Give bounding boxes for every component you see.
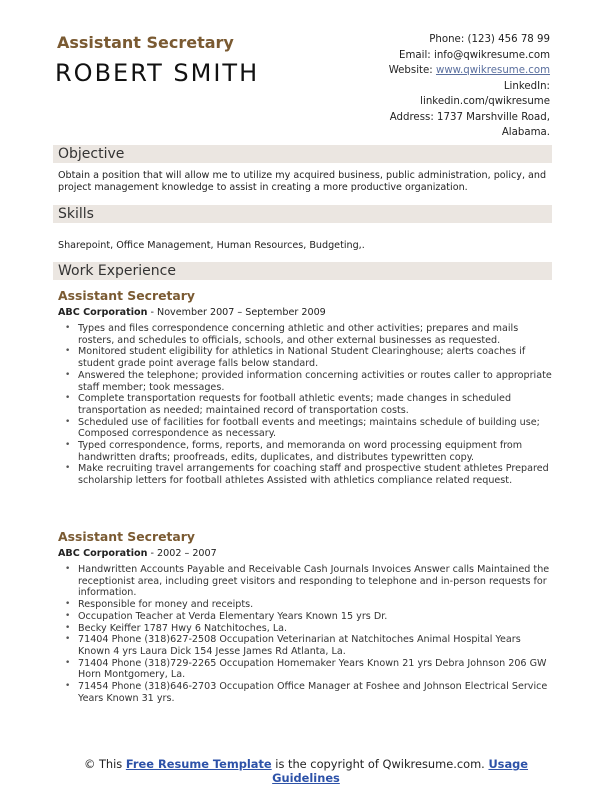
website-line [330,63,550,79]
list-item-text: Occupation Teacher at Verda Elementary Years Known 15 yrs Dr. [78,610,388,622]
website-label: Website: [388,65,433,76]
list-item [65,440,552,463]
list-item-text: 71454 Phone (318)646-2703 Occupation Office Manager at Foshee and Johnson Electrical Service Years Known 31 yrs. [78,681,548,704]
skills-section-bar [53,205,552,223]
list-item [65,681,552,704]
objective-text: Obtain a position that will allow me to utilize my acquired business, public administration, policy, and project management knowledge to assist in creating a more productive organization. [58,170,547,193]
bullet-icon: • [65,634,71,645]
footer-prefix: © This [83,757,126,771]
bullet-icon: • [65,369,71,380]
address-line-2: Alabama. [501,127,550,138]
person-name: ROBERT SMITH [55,59,260,87]
job-1-dates: - November 2007 – September 2009 [147,307,326,318]
address-label: Address: [389,111,434,123]
free-resume-template-link[interactable]: Free Resume Template [125,757,272,771]
list-item [65,463,552,486]
list-item-text: Typed correspondence, forms, reports, and memoranda on word processing equipment from handwritten drafts; proofreads, edits, duplicates, and distributes typewritten copy. [78,440,523,463]
list-item-text: Complete transportation requests for football athletic events; made changes in scheduled transportation as needed; maintained record of transportation costs. [78,393,512,416]
bullet-icon: • [65,599,71,610]
list-item-text: Responsible for money and receipts. [78,599,254,611]
usage-link[interactable]: Usage [488,757,529,771]
bullet-icon: • [65,416,71,427]
email-line [330,48,550,64]
job-1-company: ABC Corporation [58,307,148,318]
bullet-icon: • [65,681,71,692]
bullet-icon: • [65,346,71,357]
objective-heading: Objective [58,146,125,162]
list-item-text: Make recruiting travel arrangements for coaching staff and prospective student athletes Prepared scholarship letters for football athletes Assisted with athletics compliance related request. [78,463,549,487]
bullet-icon: • [65,393,71,404]
bullet-icon: • [65,610,71,621]
list-item [65,393,552,416]
list-item [65,323,552,346]
address-value: 1737 Marshville Road, [437,111,550,123]
job-2-bullets [65,564,552,704]
job-2-company-line [58,548,217,559]
bullet-icon: • [65,440,71,451]
linkedin-label: LinkedIn: [503,80,550,92]
list-item-text: 71404 Phone (318)729-2265 Occupation Homemaker Years Known 21 yrs Debra Johnson 206 GW Horn Montgomery, La. [78,657,547,681]
skills-heading: Skills [58,206,94,222]
phone-value: (123) 456 78 99 [467,34,550,45]
phone-label: Phone: [429,34,465,45]
work-heading: Work Experience [58,263,176,279]
resume-header [0,0,612,138]
job-2-role: Assistant Secretary [58,529,195,544]
list-item [65,658,552,681]
list-item-text: Scheduled use of facilities for football events and meetings; maintains schedule of building use; Composed correspondence as necessary. [78,416,540,440]
list-item [65,611,552,623]
footer-middle: is the copyright of Qwikresume.com. [271,757,489,771]
list-item-text: Answered the telephone; provided information concerning activities or routes caller to appropriate staff member; took messages. [78,369,552,393]
email-label: Email: [399,49,431,61]
linkedin-value[interactable]: linkedin.com/qwikresume [420,96,550,107]
bullet-icon: • [65,622,71,633]
work-section-bar [53,262,552,280]
email-value[interactable]: info@qwikresume.com [433,49,550,61]
objective-section-bar [53,145,552,163]
address-line-1 [330,110,550,126]
skills-text: Sharepoint, Office Management, Human Resources, Budgeting,. [58,240,365,251]
phone-line [330,32,550,48]
job-1-bullets [65,323,552,487]
guidelines-link[interactable]: Guidelines [272,771,340,785]
bullet-icon: • [65,657,71,668]
job-2-company: ABC Corporation [58,548,148,559]
list-item-text: Handwritten Accounts Payable and Receivable Cash Journals Invoices Answer calls Maintained the receptionist area, including greet visitors and responding to telephone and in-person requests for information. [78,564,550,599]
list-item-text: Becky Keiffer 1787 Hwy 6 Natchitoches, La. [78,622,288,634]
bullet-icon: • [65,463,71,474]
list-item [65,417,552,440]
list-item-text: Monitored student eligibility for athletics in National Student Clearinghouse; alerts coaches if student grade point average falls below standard. [78,346,526,370]
job-title: Assistant Secretary [57,33,234,52]
list-item [65,564,552,599]
bullet-icon: • [65,564,71,574]
job-1-role: Assistant Secretary [58,288,195,303]
job-2-dates: - 2002 – 2007 [147,548,217,559]
list-item-text: 71404 Phone (318)627-2508 Occupation Veterinarian at Natchitoches Animal Hospital Years Known 4 yrs Laura Dick 154 Jesse James Rd Atlanta, La. [78,634,521,657]
list-item [65,623,552,635]
list-item-text: Types and files correspondence concerning athletic and other activities; prepares and mails rosters, and schedules to officials, schools, and other external businesses as requested. [78,323,519,346]
bullet-icon: • [65,323,71,333]
list-item [65,634,552,657]
list-item [65,599,552,611]
list-item [65,346,552,369]
website-link[interactable]: www.qwikresume.com [435,65,550,76]
copyright-footer [0,757,612,785]
job-1-company-line [58,307,326,318]
contact-block [330,32,550,141]
list-item [65,370,552,393]
